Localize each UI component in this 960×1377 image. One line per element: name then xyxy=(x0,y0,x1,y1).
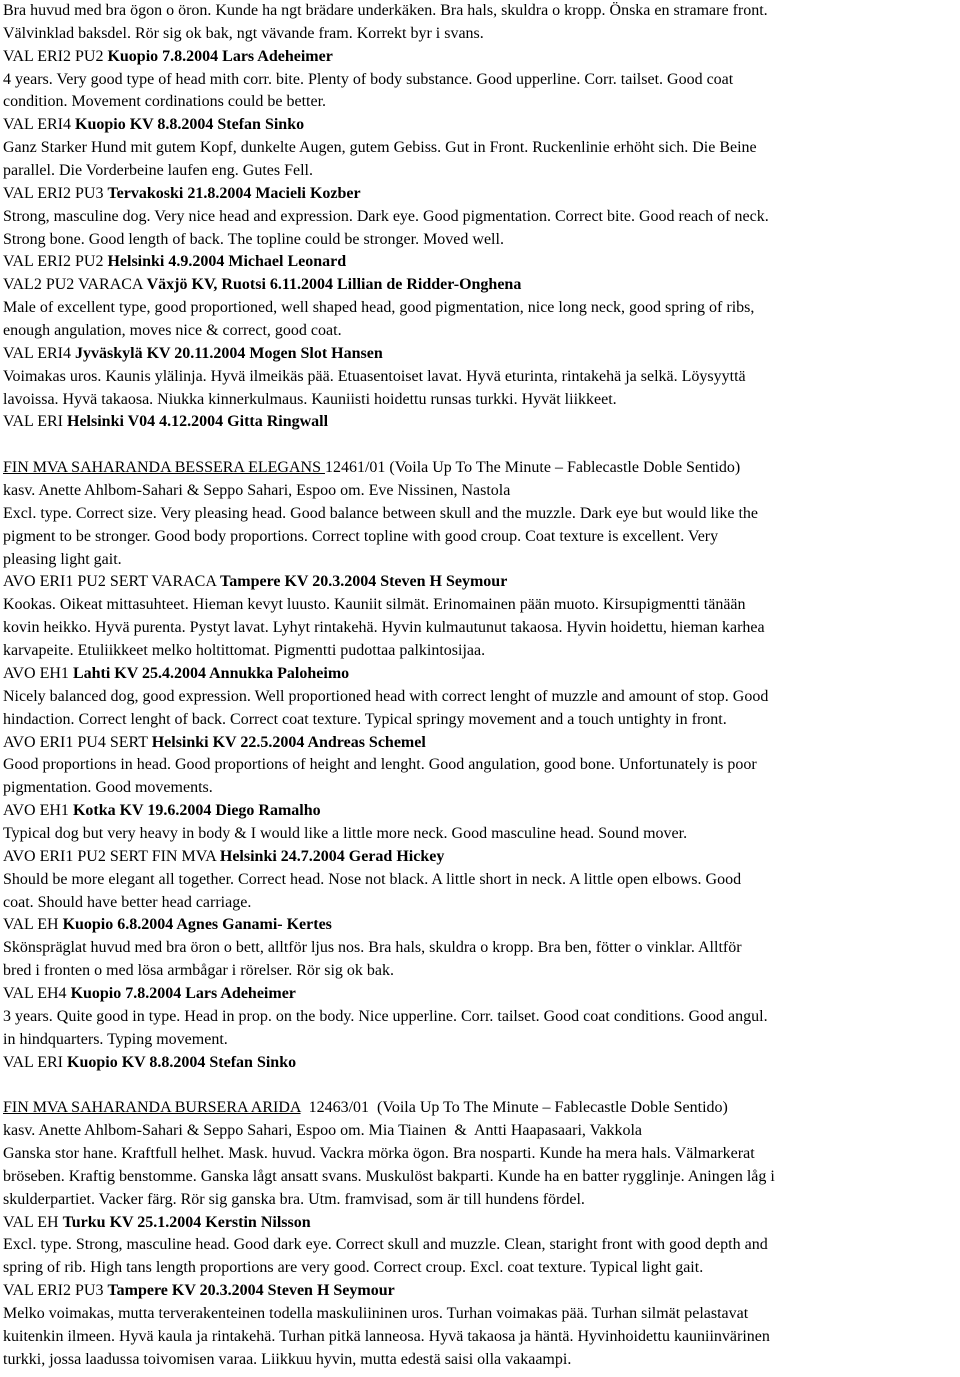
show-and-judge: Kuopio 6.8.2004 Agnes Ganami- Kertes xyxy=(62,916,332,934)
show-and-judge: Tampere KV 20.3.2004 Steven H Seymour xyxy=(220,573,508,591)
show-result-line xyxy=(3,983,956,1006)
critique-text-line: kovin heikko. Hyvä purenta. Pystyt lavat. Lyhyt rintakehä. Hyvin kulmautunut takaosa. Hyvin hoidettu, hieman karhea xyxy=(3,619,765,637)
show-result-line xyxy=(3,800,956,823)
critique-text-line: Nicely balanced dog, good expression. Well proportioned head with correct lenght of muzzle and amount of stop. Good xyxy=(3,687,769,705)
show-result-line xyxy=(3,411,956,434)
critique-text-line: Skönspräglat huvud med bra öron o bett, alltför ljus nos. Bra hals, skuldra o kropp. Bra ben, fötter o vinklar. Alltför xyxy=(3,939,742,957)
show-and-judge: Helsinki 4.9.2004 Michael Leonard xyxy=(107,253,347,271)
show-and-judge: Helsinki KV 22.5.2004 Andreas Schemel xyxy=(151,733,426,751)
award-code: AVO ERI1 PU2 SERT VARACA xyxy=(3,573,221,591)
critique-text-line: kuitenkin ilmeen. Hyvä kaula ja rintakehä. Turhan pitkä lanneosa. Hyvä takaosa ja häntä. Hyvinhoidettu kauniinvärinen xyxy=(3,1327,770,1345)
critique-text-line: Ganz Starker Hund mit gutem Kopf, dunkelte Augen, gutem Gebiss. Gut in Front. Ruckenlinie erhöht sich. Die Beine xyxy=(3,139,757,157)
dog-name: FIN MVA SAHARANDA BESSERA ELEGANS xyxy=(3,459,325,477)
show-result-line xyxy=(3,663,956,686)
show-and-judge: Kuopio KV 8.8.2004 Stefan Sinko xyxy=(75,116,305,134)
show-result-line xyxy=(3,571,956,594)
show-result-line xyxy=(3,914,956,937)
award-code: VAL ERI xyxy=(3,413,67,431)
critique-text-line: Good proportions in head. Good proportions of height and lenght. Good angulation, good bone. Unfortunately is poor xyxy=(3,756,757,774)
critique-text-line: Kookas. Oikeat mittasuhteet. Hieman kevyt luusto. Kauniit silmät. Erinomainen pään muoto. Kirsupigmentti tänään xyxy=(3,596,746,614)
award-code: VAL2 PU2 VARACA xyxy=(3,276,147,294)
critique-text-line: Should be more elegant all together. Correct head. Nose not black. A little short in neck. A little open elbows. Good xyxy=(3,870,742,888)
blank-line xyxy=(3,434,956,457)
show-and-judge: Helsinki 24.7.2004 Gerad Hickey xyxy=(219,847,445,865)
critique-text-line: bred i fronten o med lösa armbågar i rörelser. Rör sig ok bak. xyxy=(3,962,394,980)
show-result-line xyxy=(3,846,956,869)
show-and-judge: Kuopio 7.8.2004 Lars Adeheimer xyxy=(70,984,296,1002)
critique-text-line: hindaction. Correct lenght of back. Correct coat texture. Typical springy movement and a touch untighty in front. xyxy=(3,710,727,728)
critique-text-line: Male of excellent type, good proportioned, well shaped head, good pigmentation, nice long neck, good spring of ribs, xyxy=(3,299,755,317)
critique-text-line: spring of rib. High tans length proportions are very good. Correct croup. Excl. coat texture. Typical light gait. xyxy=(3,1259,704,1277)
critique-text-line: pigmentation. Good movements. xyxy=(3,779,213,797)
critique-text-line: Melko voimakas, mutta terverakenteinen todella maskuliininen uros. Turhan voimakas pää. Turhan silmät pelastavat xyxy=(3,1304,749,1322)
award-code: VAL EH xyxy=(3,1213,63,1231)
show-result-line xyxy=(3,343,956,366)
award-code: VAL ERI2 PU2 xyxy=(3,253,108,271)
critique-text-line: karvapeite. Etuliikkeet melko holtittomat. Pigmentti pudottaa palkintosijaa. xyxy=(3,642,486,660)
show-result-line xyxy=(3,114,956,137)
award-code: VAL ERI2 PU2 xyxy=(3,47,108,65)
award-code: VAL ERI4 xyxy=(3,344,75,362)
show-and-judge: Växjö KV, Ruotsi 6.11.2004 Lillian de Ridder-Onghena xyxy=(146,276,522,294)
award-code: VAL EH xyxy=(3,916,63,934)
critique-text-line: kasv. Anette Ahlbom-Sahari & Seppo Sahari, Espoo om. Mia Tiainen & Antti Haapasaari, Vakkola xyxy=(3,1122,643,1140)
critique-text-line: Ganska stor hane. Kraftfull helhet. Mask. huvud. Vackra mörka ögon. Bra nosparti. Kunde ha mera hals. Välmarkerat xyxy=(3,1144,755,1162)
show-and-judge: Jyväskylä KV 20.11.2004 Mogen Slot Hansen xyxy=(75,344,383,362)
critique-text-line: parallel. Die Vorderbeine laufen eng. Gutes Fell. xyxy=(3,162,313,180)
show-and-judge: Tampere KV 20.3.2004 Steven H Seymour xyxy=(107,1282,395,1300)
show-result-line xyxy=(3,251,956,274)
show-and-judge: Kotka KV 19.6.2004 Diego Ramalho xyxy=(72,802,321,820)
show-result-line xyxy=(3,1052,956,1075)
award-code: VAL EH4 xyxy=(3,984,71,1002)
show-and-judge: Kuopio KV 8.8.2004 Stefan Sinko xyxy=(67,1053,297,1071)
critique-text-line: lavoissa. Hyvä takaosa. Niukka kinnerkulmaus. Kauniisti hoidettu runsas turkki. Hyvät liikkeet. xyxy=(3,390,617,408)
critique-text-line: Excl. type. Correct size. Very pleasing head. Good balance between skull and the muzzle. Dark eye but would like the xyxy=(3,504,759,522)
award-code: AVO EH1 xyxy=(3,802,73,820)
critique-text-line: 3 years. Quite good in type. Head in prop. on the body. Nice upperline. Corr. tailset. Good coat conditions. Good angul. xyxy=(3,1007,768,1025)
critique-text-line: Välvinklad baksdel. Rör sig ok bak, ngt vävande fram. Korrekt byr i svans. xyxy=(3,24,484,42)
award-code: VAL ERI4 xyxy=(3,116,75,134)
critique-text-line: Strong, masculine dog. Very nice head and expression. Dark eye. Good pigmentation. Correct bite. Good reach of neck. xyxy=(3,207,769,225)
show-result-line xyxy=(3,1212,956,1235)
show-and-judge: Helsinki V04 4.12.2004 Gitta Ringwall xyxy=(67,413,329,431)
critique-text-line: 4 years. Very good type of head mith corr. bite. Plenty of body substance. Good upperline. Corr. tailset. Good coat xyxy=(3,70,734,88)
critique-text-line: condition. Movement cordinations could be better. xyxy=(3,93,327,111)
show-result-line xyxy=(3,1280,956,1303)
critique-text-line: enough angulation, moves nice & correct, good coat. xyxy=(3,322,342,340)
critique-text-line: Typical dog but very heavy in body & I would like a little more neck. Good masculine head. Sound mover. xyxy=(3,824,688,842)
show-and-judge: Kuopio 7.8.2004 Lars Adeheimer xyxy=(107,47,333,65)
award-code: VAL ERI2 PU3 xyxy=(3,1282,108,1300)
dog-header-line xyxy=(3,1097,956,1120)
dog-registration: 12463/01 (Voila Up To The Minute – Fablecastle Doble Sentido) xyxy=(300,1099,728,1117)
critique-text-line: Excl. type. Strong, masculine head. Good dark eye. Correct skull and muzzle. Clean, staright front with good depth and xyxy=(3,1236,768,1254)
dog-registration: 12461/01 (Voila Up To The Minute – Fablecastle Doble Sentido) xyxy=(324,459,741,477)
critique-text-line: coat. Should have better head carriage. xyxy=(3,893,252,911)
show-and-judge: Turku KV 25.1.2004 Kerstin Nilsson xyxy=(62,1213,311,1231)
show-and-judge: Tervakoski 21.8.2004 Macieli Kozber xyxy=(107,184,361,202)
critique-text-line: Voimakas uros. Kaunis ylälinja. Hyvä ilmeikäs pää. Etuasentoiset lavat. Hyvä eturinta, rintakehä ja selkä. Löysyyttä xyxy=(3,367,746,385)
critique-text-line: pigment to be stronger. Good body proportions. Correct topline with good croup. Coat texture is excellent. Very xyxy=(3,527,719,545)
show-result-line xyxy=(3,274,956,297)
award-code: VAL ERI2 PU3 xyxy=(3,184,108,202)
critique-text-line: bröseben. Kraftig benstomme. Ganska lågt ansatt svans. Muskulöst bakparti. Kunde ha en batter rygglinje. Aningen låg i xyxy=(3,1167,775,1185)
critique-text-line: in hindquarters. Typing movement. xyxy=(3,1030,228,1048)
critique-text-line: turkki, jossa laadussa toivomisen varaa. Liikkuu hyvin, mutta edestä saisi olla vakaampi. xyxy=(3,1350,572,1368)
blank-line xyxy=(3,1074,956,1097)
dog-name: FIN MVA SAHARANDA BURSERA ARIDA xyxy=(3,1099,301,1117)
show-result-line xyxy=(3,46,956,69)
critique-text-line: pleasing light gait. xyxy=(3,550,122,568)
show-result-line xyxy=(3,732,956,755)
show-and-judge: Lahti KV 25.4.2004 Annukka Paloheimo xyxy=(72,664,350,682)
critique-text-line: kasv. Anette Ahlbom-Sahari & Seppo Sahari, Espoo om. Eve Nissinen, Nastola xyxy=(3,482,511,500)
show-result-line xyxy=(3,183,956,206)
award-code: AVO ERI1 PU4 SERT xyxy=(3,733,152,751)
critique-text-line: Bra huvud med bra ögon o öron. Kunde ha ngt brädare underkäken. Bra hals, skuldra o kropp. Önska en stramare front. xyxy=(3,2,768,19)
dog-header-line xyxy=(3,457,956,480)
critique-text-line: Strong bone. Good length of back. The topline could be stronger. Moved well. xyxy=(3,230,504,248)
award-code: VAL ERI xyxy=(3,1053,67,1071)
award-code: AVO EH1 xyxy=(3,664,73,682)
critique-text-line: skulderpartiet. Vacker färg. Rör sig ganska bra. Utm. framvisad, som är till hundens fördel. xyxy=(3,1190,585,1208)
award-code: AVO ERI1 PU2 SERT FIN MVA xyxy=(3,847,220,865)
